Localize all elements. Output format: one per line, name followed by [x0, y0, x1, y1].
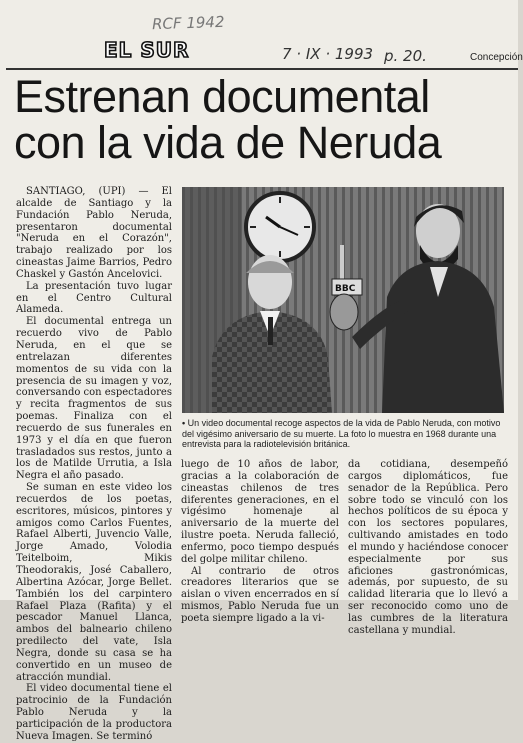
photo-caption: [182, 418, 507, 450]
paragraph: da cotidiana, desempeñó cargos diplomáticos, fue senador de la República. Pero sobre todo se vinculó con los hechos políticos de su época y con los sectores populares, cultivando amistades en todo el mundo y haciéndose conocer especialmente por sus aficiones gastronómicas, además, por supuesto, de su calidad literaria que lo llevó a ser reconocido como uno de las cumbres de la literatura castellana y mundial.: [348, 459, 508, 636]
bbc-sign: BBC: [335, 284, 356, 294]
paragraph: El documental entrega un recuerdo vivo de Pablo Neruda, en el que se entrelazan diferentes momentos de su vida con la presencia de su imagen y voz, conversando con espectadores y recita fragmentos de sus poemas. Finaliza con el recuerdo de sus funerales en 1973 y el día en que fueron trasladados sus restos, junto a los de Matilde Urrutia, a Isla Negra el año pasado.: [16, 316, 172, 482]
caption-bullet: •: [182, 418, 186, 428]
photo-illustration: [182, 187, 504, 413]
paragraph: Al contrario de otros creadores literarios que se aislan o viven encerrados en sí mismos, Pablo Neruda fue un poeta siempre ligado a la vi-: [181, 565, 339, 624]
masthead-rule: [6, 68, 518, 70]
paragraph: SANTIAGO, (UPI) — El alcalde de Santiago y la Fundación Pablo Neruda, presentaron documental "Neruda en el Corazón", trabajo realizado por los cineastas Jaime Barrios, Pedro Chaskel y Gastón Ancelovici.: [16, 186, 172, 280]
headline: [14, 71, 514, 168]
paragraph: La presentación tuvo lugar en el Centro Cultural Alameda.: [16, 280, 172, 316]
headline-line-1: Estrenan documental: [14, 71, 430, 122]
paragraph: luego de 10 años de labor, gracias a la colaboración de cineastas chilenos de tres diferentes generaciones, en el vigésimo homenaje al aniversario de la muerte del ilustre poeta. Neruda falleció, enfermo, poco tiempo después del golpe militar chileno.: [181, 459, 339, 565]
newspaper-masthead: EL SUR: [104, 38, 190, 62]
handwritten-date: 7 · IX · 1993: [282, 45, 374, 63]
article-column-1: [16, 186, 172, 742]
headline-line-2: con la vida de Neruda: [14, 117, 442, 168]
article-column-3: [348, 459, 508, 636]
caption-text: Un video documental recoge aspectos de la vida de Pablo Neruda, con motivo del vigésimo aniversario de su muerte. La foto lo muestra en 1968 durante una entrevista para la radiotelevisión británica.: [182, 418, 501, 450]
paragraph: Se suman en este video los recuerdos de los poetas, escritores, músicos, pintores y amigos como Carlos Fuentes, Rafael Alberti, Juvencio Valle, Jorge Amado, Volodia Teitelboim, Mikis Theodorakis, José Caballero, Albertina Azócar, Jorge Bellet. También los del carpintero Rafael Plaza (Rafita) y el pescador Manuel Llanca, ambos del balneario chileno predilecto del vate, Isla Negra, donde su casa se ha convertido en un museo de atracción mundial.: [16, 482, 172, 683]
article-column-2: [181, 459, 339, 624]
archive-stamp: RCF 1942: [151, 12, 225, 34]
edition-place: Concepción: [470, 52, 523, 63]
neruda-photo: [182, 187, 504, 413]
paragraph: El video documental tiene el patrocinio de la Fundación Pablo Neruda y la participación de la productora Nueva Imagen. Se terminó: [16, 683, 172, 742]
handwritten-page: p. 20.: [384, 47, 427, 65]
